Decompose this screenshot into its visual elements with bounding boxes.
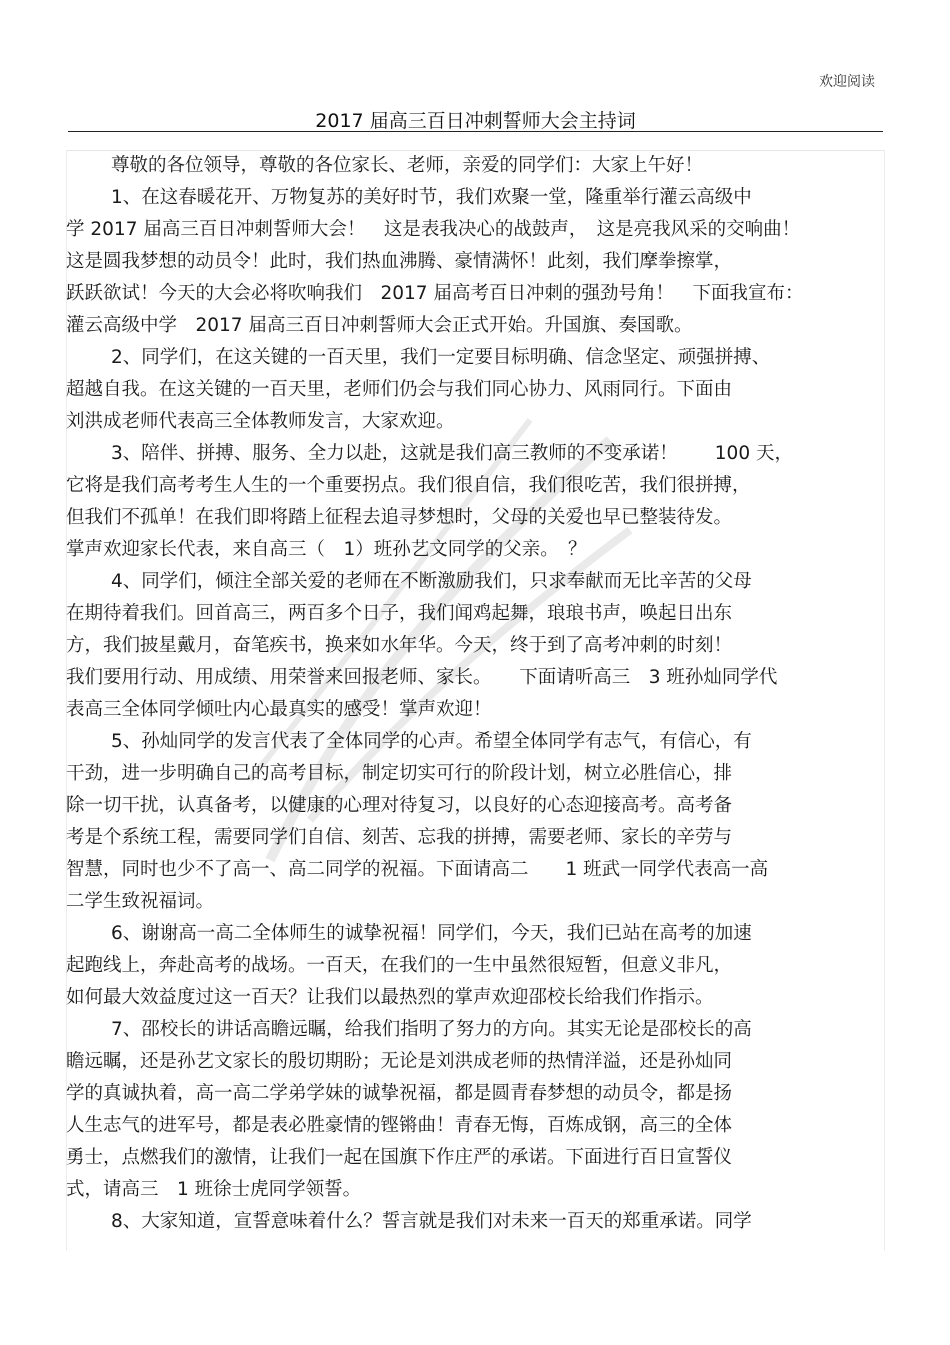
paragraph-line: 二学生致祝福词。 <box>66 891 215 912</box>
paragraph-line: 我们要用行动、用成绩、用荣誉来回报老师、家长。 下面请听高三 3 班孙灿同学代 <box>66 667 778 688</box>
header-note: 欢迎阅读 <box>819 74 875 90</box>
paragraph-line: 3、陪伴、拼搏、服务、全力以赴，这就是我们高三教师的不变承诺！ 100 天， <box>111 443 793 464</box>
document-title: 2017 届高三百日冲刺誓师大会主持词 <box>315 110 636 132</box>
paragraph-line: 它将是我们高考考生人生的一个重要拐点。我们很自信，我们很吃苦，我们很拼搏， <box>66 475 751 496</box>
paragraph-line: 表高三全体同学倾吐内心最真实的感受！掌声欢迎！ <box>66 699 492 720</box>
paragraph-line: 瞻远瞩，还是孙艺文家长的殷切期盼；无论是刘洪成老师的热情洋溢，还是孙灿同 <box>66 1051 733 1072</box>
paragraph-line: 灌云高级中学 2017 届高三百日冲刺誓师大会正式开始。升国旗、奏国歌。 <box>66 315 693 336</box>
paragraph-line: 勇士，点燃我们的激情，让我们一起在国旗下作庄严的承诺。下面进行百日宣誓仪 <box>66 1147 733 1168</box>
paragraph-line: 4、同学们，倾注全部关爱的老师在不断激励我们，只求奉献而无比辛苦的父母 <box>111 571 752 592</box>
paragraph-line: 在期待着我们。回首高三，两百多个日子，我们闻鸡起舞，琅琅书声，唤起日出东 <box>66 603 733 624</box>
paragraph-line: 学 2017 届高三百日冲刺誓师大会！ 这是表我决心的战鼓声， 这是亮我风采的交响曲！ <box>66 219 801 240</box>
paragraph-line: 这是圆我梦想的动员令！此时，我们热血沸腾、豪情满怀！此刻，我们摩拳擦掌， <box>66 251 733 272</box>
paragraph-line: 但我们不孤单！在我们即将踏上征程去追寻梦想时，父母的关爱也早已整装待发。 <box>66 507 733 528</box>
paragraph-line: 刘洪成老师代表高三全体教师发言，大家欢迎。 <box>66 411 455 432</box>
paragraph-line: 1、在这春暖花开、万物复苏的美好时节，我们欢聚一堂，隆重举行灌云高级中 <box>111 187 752 208</box>
paragraph-line: 如何最大效益度过这一百天？让我们以最热烈的掌声欢迎邵校长给我们作指示。 <box>66 987 714 1008</box>
paragraph-line: 方，我们披星戴月，奋笔疾书，换来如水年华。今天，终于到了高考冲刺的时刻！ <box>66 635 733 656</box>
paragraph-line: 超越自我。在这关键的一百天里，老师们仍会与我们同心协力、风雨同行。下面由 <box>66 379 733 400</box>
paragraph-line: 考是个系统工程，需要同学们自信、刻苦、忘我的拼搏，需要老师、家长的辛劳与 <box>66 827 733 848</box>
paragraph-line: 6、谢谢高一高二全体师生的诚挚祝福！同学们，今天，我们已站在高考的加速 <box>111 923 752 944</box>
paragraph-line: 2、同学们，在这关键的一百天里，我们一定要目标明确、信念坚定、顽强拼搏、 <box>111 347 771 368</box>
paragraph-line: 式，请高三 1 班徐士虎同学领誓。 <box>66 1179 362 1200</box>
paragraph-line: 智慧，同时也少不了高一、高二同学的祝福。下面请高二 1 班武一同学代表高一高 <box>66 859 769 880</box>
paragraph-line: 8、大家知道，宣誓意味着什么？誓言就是我们对未来一百天的郑重承诺。同学 <box>111 1211 752 1232</box>
paragraph-line: 7、邵校长的讲话高瞻远瞩，给我们指明了努力的方向。其实无论是邵校长的高 <box>111 1019 752 1040</box>
paragraph-line: 除一切干扰，认真备考，以健康的心理对待复习，以良好的心态迎接高考。高考备 <box>66 795 733 816</box>
paragraph-line: 掌声欢迎家长代表，来自高三（ 1）班孙艺文同学的父亲。 ？ <box>66 539 587 560</box>
paragraph-line: 5、孙灿同学的发言代表了全体同学的心声。希望全体同学有志气，有信心，有 <box>111 731 752 752</box>
paragraph-line: 尊敬的各位领导，尊敬的各位家长、老师，亲爱的同学们：大家上午好！ <box>111 155 704 176</box>
paragraph-line: 人生志气的进军号，都是表必胜豪情的铿锵曲！青春无悔，百炼成钢，高三的全体 <box>66 1115 733 1136</box>
paragraph-line: 起跑线上，奔赴高考的战场。一百天，在我们的一生中虽然很短暂，但意义非凡， <box>66 955 733 976</box>
paragraph-line: 学的真诚执着，高一高二学弟学妹的诚挚祝福，都是圆青春梦想的动员令，都是扬 <box>66 1083 733 1104</box>
paragraph-line: 跃跃欲试！今天的大会必将吹响我们 2017 届高考百日冲刺的强劲号角！ 下面我宣布： <box>66 283 804 304</box>
paragraph-line: 干劲，进一步明确自己的高考目标，制定切实可行的阶段计划，树立必胜信心，排 <box>66 763 733 784</box>
title-divider <box>68 131 883 132</box>
